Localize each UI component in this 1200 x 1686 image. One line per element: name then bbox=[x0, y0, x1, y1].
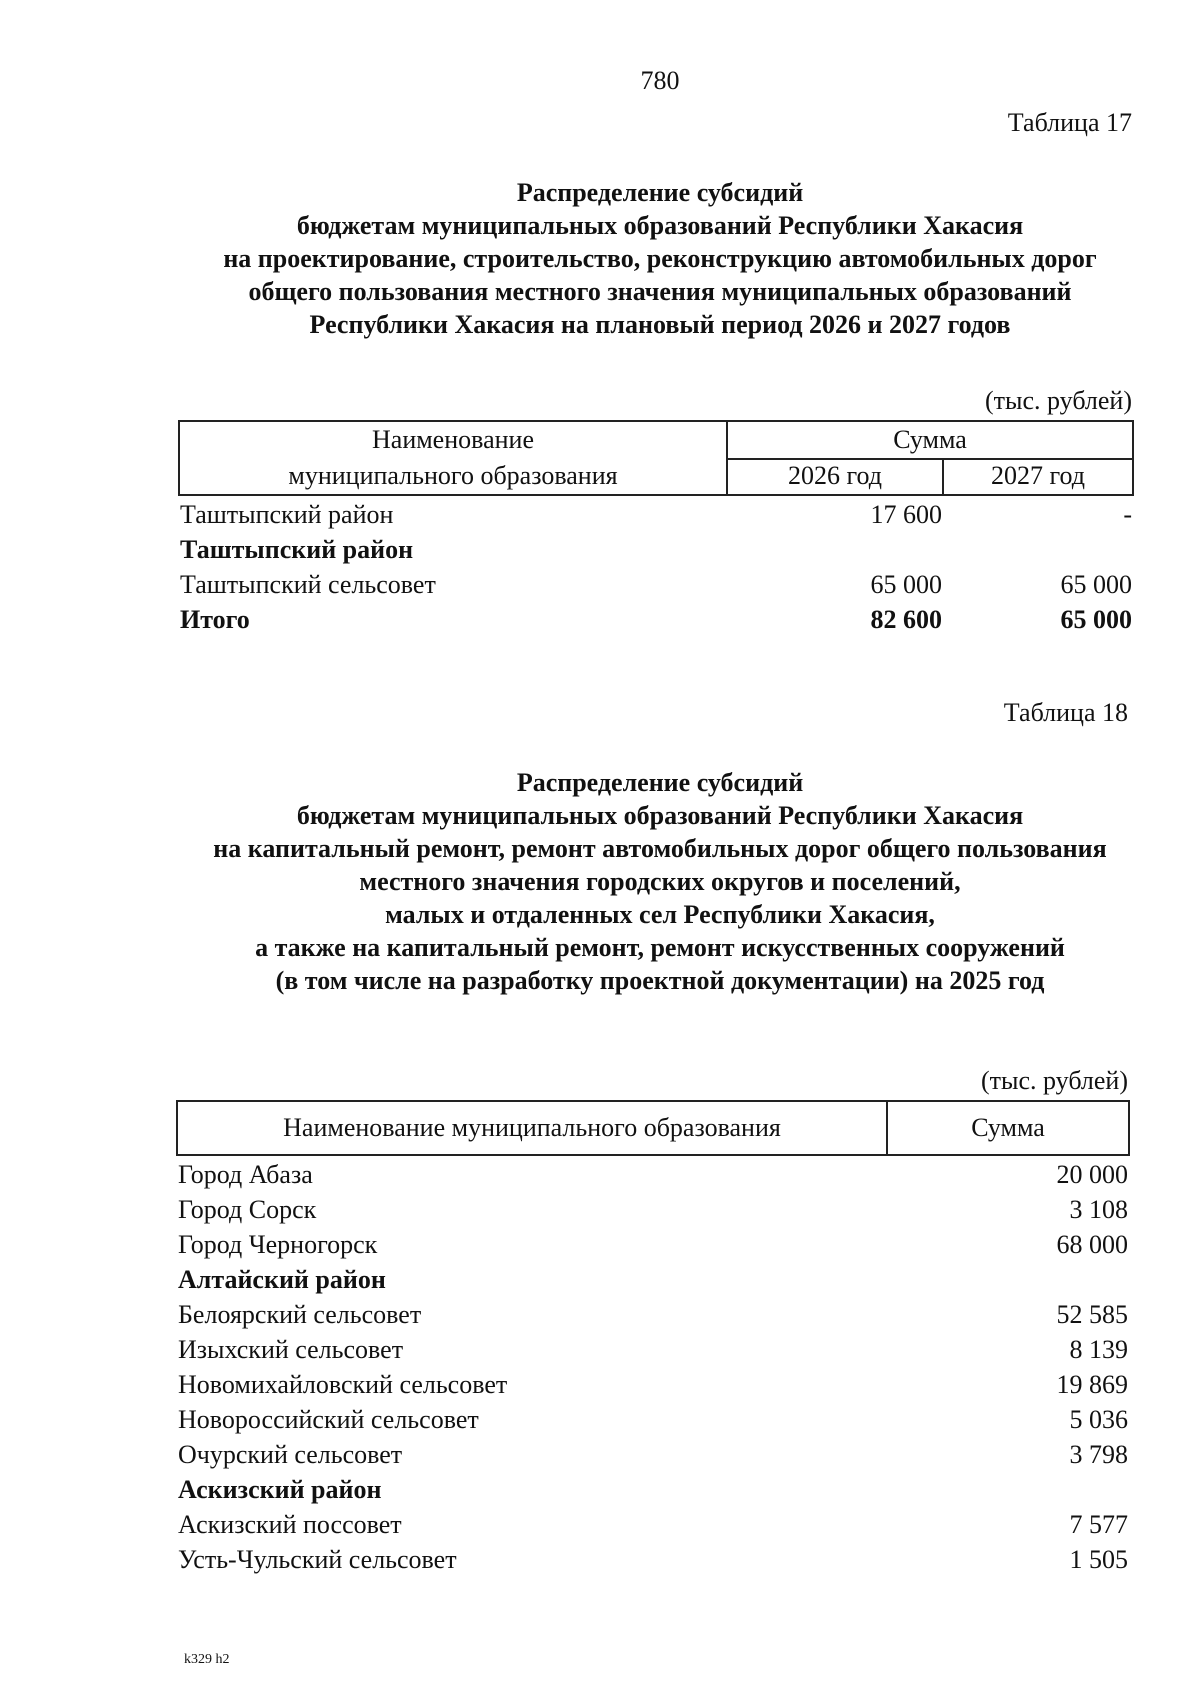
table-18-row-sum: 1 505 bbox=[1069, 1545, 1128, 1574]
table-17-title-line: общего пользования местного значения муниципальных образований bbox=[248, 277, 1072, 306]
footer-code: k329 h2 bbox=[184, 1652, 230, 1667]
table-17-row-2026: 17 600 bbox=[870, 500, 942, 529]
table-18-district-heading: Алтайский район bbox=[178, 1265, 386, 1294]
table-17-row-2027: - bbox=[1123, 500, 1132, 529]
table-18-label: Таблица 18 bbox=[1003, 698, 1128, 727]
table-17-title-line: на проектирование, строительство, реконструкцию автомобильных дорог bbox=[223, 244, 1097, 273]
table-18-row-name: Очурский сельсовет bbox=[178, 1440, 403, 1469]
table-18-row-sum: 19 869 bbox=[1056, 1370, 1128, 1399]
table-17-total-2027: 65 000 bbox=[1060, 605, 1132, 634]
table-18-row-name: Новомихайловский сельсовет bbox=[178, 1370, 508, 1399]
table-18-row-sum: 8 139 bbox=[1069, 1335, 1128, 1364]
table-17-header-name-line1: Наименование bbox=[372, 425, 534, 454]
table-18-row-name: Усть-Чульский сельсовет bbox=[178, 1545, 457, 1574]
table-18-row-sum: 68 000 bbox=[1056, 1230, 1128, 1259]
table-17-row-name: Таштыпский район bbox=[180, 535, 414, 564]
table-18-header-name: Наименование муниципального образования bbox=[283, 1113, 781, 1142]
table-18-row-name: Новороссийский сельсовет bbox=[178, 1405, 479, 1434]
table-18-title bbox=[160, 766, 1160, 997]
table-18-title-line: малых и отдаленных сел Республики Хакасия, bbox=[385, 900, 935, 929]
table-17-header-sum: Сумма bbox=[893, 425, 967, 454]
table-17-title-line: Республики Хакасия на плановый период 2026 и 2027 годов bbox=[309, 310, 1011, 339]
table-18-row-name: Изыхский сельсовет bbox=[178, 1335, 404, 1364]
table-18-title-line: а также на капитальный ремонт, ремонт искусственных сооружений bbox=[255, 933, 1065, 962]
table-18-row-sum: 5 036 bbox=[1069, 1405, 1128, 1434]
table-18-header-sum: Сумма bbox=[971, 1113, 1045, 1142]
table-18-row-sum: 52 585 bbox=[1056, 1300, 1128, 1329]
table-18-row-sum: 3 798 bbox=[1069, 1440, 1128, 1469]
table-17-label: Таблица 17 bbox=[1007, 108, 1132, 137]
table-17-row-name: Таштыпский сельсовет bbox=[180, 570, 436, 599]
table-17-title-line: бюджетам муниципальных образований Республики Хакасия bbox=[296, 211, 1024, 240]
table-18-title-line: на капитальный ремонт, ремонт автомобильных дорог общего пользования bbox=[213, 834, 1107, 863]
page-number: 780 bbox=[640, 66, 680, 95]
table-17-row-2026: 65 000 bbox=[870, 570, 942, 599]
table-18-units: (тыс. рублей) bbox=[980, 1066, 1128, 1095]
table-18-row-sum: 7 577 bbox=[1069, 1510, 1128, 1539]
table-18-row-name: Аскизский поссовет bbox=[178, 1510, 402, 1539]
table-17-total-label: Итого bbox=[180, 605, 250, 634]
table-18-row-sum: 3 108 bbox=[1069, 1195, 1128, 1224]
table-18-title-line: (в том числе на разработку проектной документации) на 2025 год bbox=[275, 966, 1045, 995]
table-17-header-2026: 2026 год bbox=[788, 461, 882, 490]
table-18-title-line: бюджетам муниципальных образований Республики Хакасия bbox=[296, 801, 1024, 830]
table-17-units: (тыс. рублей) bbox=[984, 386, 1132, 415]
table-17-total-2026: 82 600 bbox=[870, 605, 942, 634]
table-18-title-line: местного значения городских округов и поселений, bbox=[359, 867, 961, 896]
table-17-row-2027: 65 000 bbox=[1060, 570, 1132, 599]
table-18-row-name: Город Абаза bbox=[178, 1160, 313, 1189]
table-18-row-name: Белоярский сельсовет bbox=[178, 1300, 422, 1329]
table-18-row-name: Город Сорск bbox=[178, 1195, 317, 1224]
table-17-header-2027: 2027 год bbox=[991, 461, 1085, 490]
table-17-header-name-line2: муниципального образования bbox=[288, 461, 618, 490]
table-17-row-name: Таштыпский район bbox=[180, 500, 394, 529]
table-17-title bbox=[160, 176, 1160, 341]
table-18-row-sum: 20 000 bbox=[1056, 1160, 1128, 1189]
table-18-title-line: Распределение субсидий bbox=[516, 768, 804, 797]
table-18-district-heading: Аскизский район bbox=[178, 1475, 382, 1504]
table-18-row-name: Город Черногорск bbox=[178, 1230, 378, 1259]
table-17-title-line: Распределение субсидий bbox=[516, 178, 804, 207]
